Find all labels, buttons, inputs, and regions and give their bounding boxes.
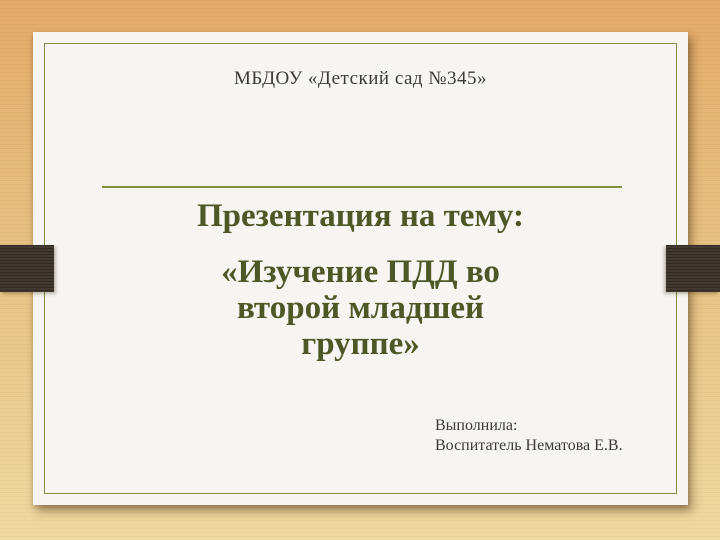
credits-author-line: Воспитатель Нематова Е.В. — [435, 437, 623, 454]
right-ribbon-decoration — [666, 245, 720, 292]
slide-paper — [33, 32, 688, 505]
credits-byline: Выполнила: — [435, 417, 518, 434]
title-subject-line: «Изучение ПДД во — [221, 254, 500, 290]
title-subject-line: второй младшей — [236, 290, 485, 326]
title-subject-line: группе» — [301, 326, 420, 362]
title-subject — [33, 254, 688, 362]
presentation-title — [33, 198, 688, 362]
title-divider-line — [102, 186, 622, 188]
left-ribbon-decoration — [0, 245, 54, 292]
title-intro-line: Презентация на тему: — [197, 198, 524, 234]
credits-block — [435, 416, 623, 456]
institution-heading: МБДОУ «Детский сад №345» — [234, 68, 487, 89]
